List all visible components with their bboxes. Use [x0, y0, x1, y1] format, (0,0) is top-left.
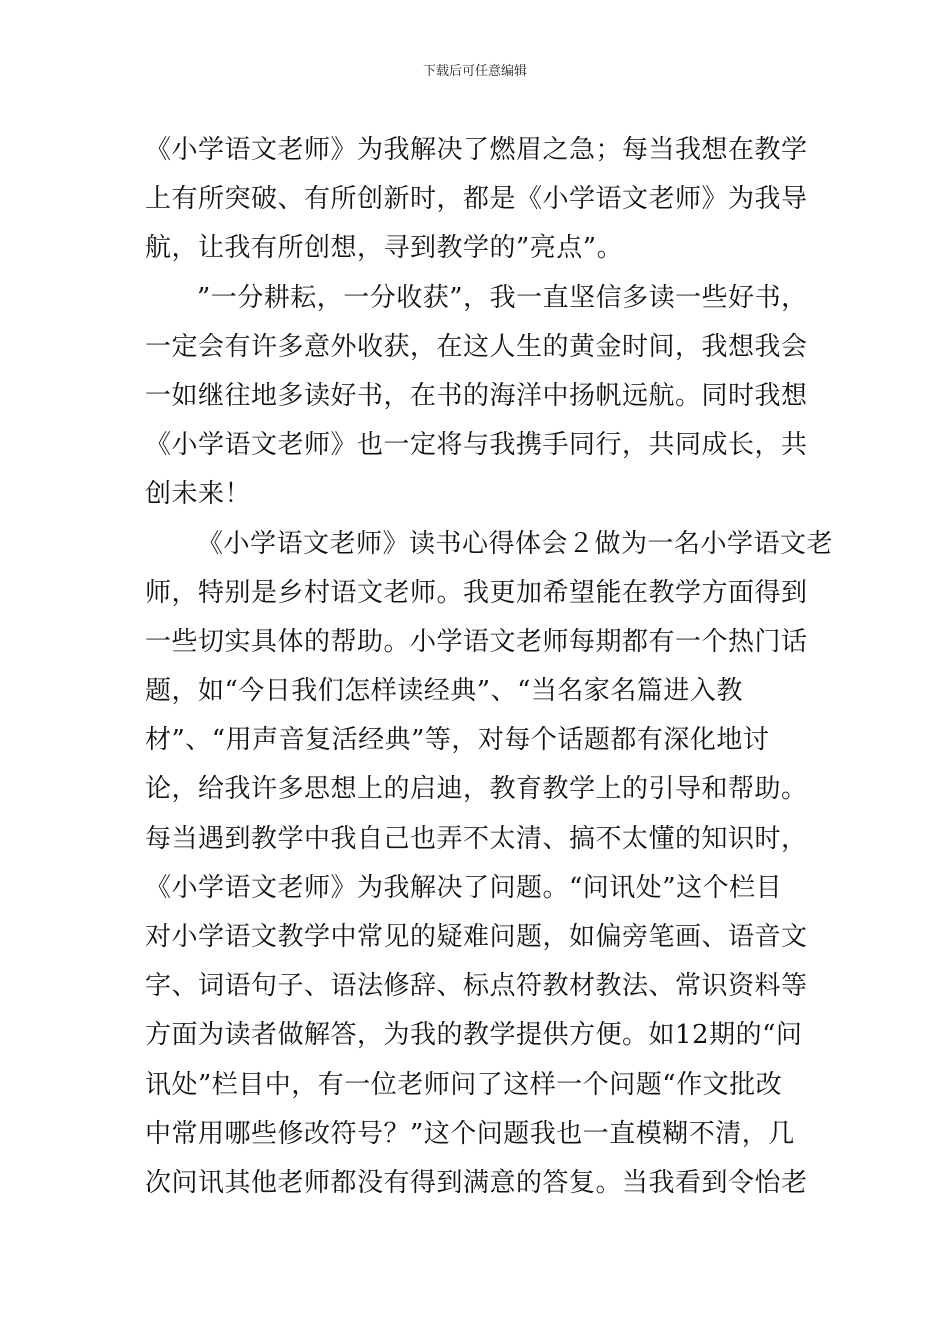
- text-line: 一些切实具体的帮助。小学语文老师每期都有一个热门话: [145, 626, 808, 657]
- text-line: 一如继往地多读好书，在书的海洋中扬帆远航。同时我想: [145, 380, 808, 411]
- document-body: [145, 126, 834, 1208]
- text-line: 创未来！: [145, 479, 252, 510]
- paragraph-start-line: ”一分耕耘，一分收获”，我一直坚信多读一些好书，: [197, 282, 808, 313]
- text-line: 论，给我许多思想上的启迪，教育教学上的引导和帮助。: [145, 774, 808, 805]
- text-line: 讯处”栏目中，有一位老师问了这样一个问题“作文批改: [145, 1069, 783, 1100]
- text-line: 《小学语文老师》为我解决了问题。“问讯处”这个栏目: [145, 872, 783, 903]
- text-line: 方面为读者做解答，为我的教学提供方便。如12期的“问: [145, 1020, 803, 1051]
- text-line: 对小学语文教学中常见的疑难问题，如偏旁笔画、语音文: [145, 922, 808, 952]
- text-line: 题，如“今日我们怎样读经典”、“当名家名篇进入教: [145, 676, 743, 707]
- text-line: 材”、“用声音复活经典”等，对每个话题都有深化地讨: [145, 725, 770, 756]
- page-header: 下载后可任意编辑: [422, 64, 527, 79]
- text-line: 中常用哪些修改符号？”这个问题我也一直模糊不清，几: [145, 1118, 795, 1149]
- text-line: 每当遇到教学中我自己也弄不太清、搞不太懂的知识时，: [145, 823, 808, 854]
- text-line: 航，让我有所创想，寻到教学的”亮点”。: [145, 233, 624, 264]
- text-line: 《小学语文老师》也一定将与我携手同行，共同成长，共: [145, 430, 808, 461]
- text-line: 次问讯其他老师都没有得到满意的答复。当我看到令怡老: [145, 1167, 808, 1198]
- paragraph-start-line: 《小学语文老师》读书心得体会２做为一名小学语文老: [197, 528, 834, 559]
- text-line: 一定会有许多意外收获，在这人生的黄金时间，我想我会: [145, 331, 808, 362]
- text-line: 师，特别是乡村语文老师。我更加希望能在教学方面得到: [145, 577, 808, 608]
- text-line: 上有所突破、有所创新时，都是《小学语文老师》为我导: [145, 184, 808, 215]
- text-line: 《小学语文老师》为我解决了燃眉之急；每当我想在教学: [145, 135, 808, 165]
- text-line: 字、词语句子、语法修辞、标点符教材教法、常识资料等: [145, 971, 808, 1002]
